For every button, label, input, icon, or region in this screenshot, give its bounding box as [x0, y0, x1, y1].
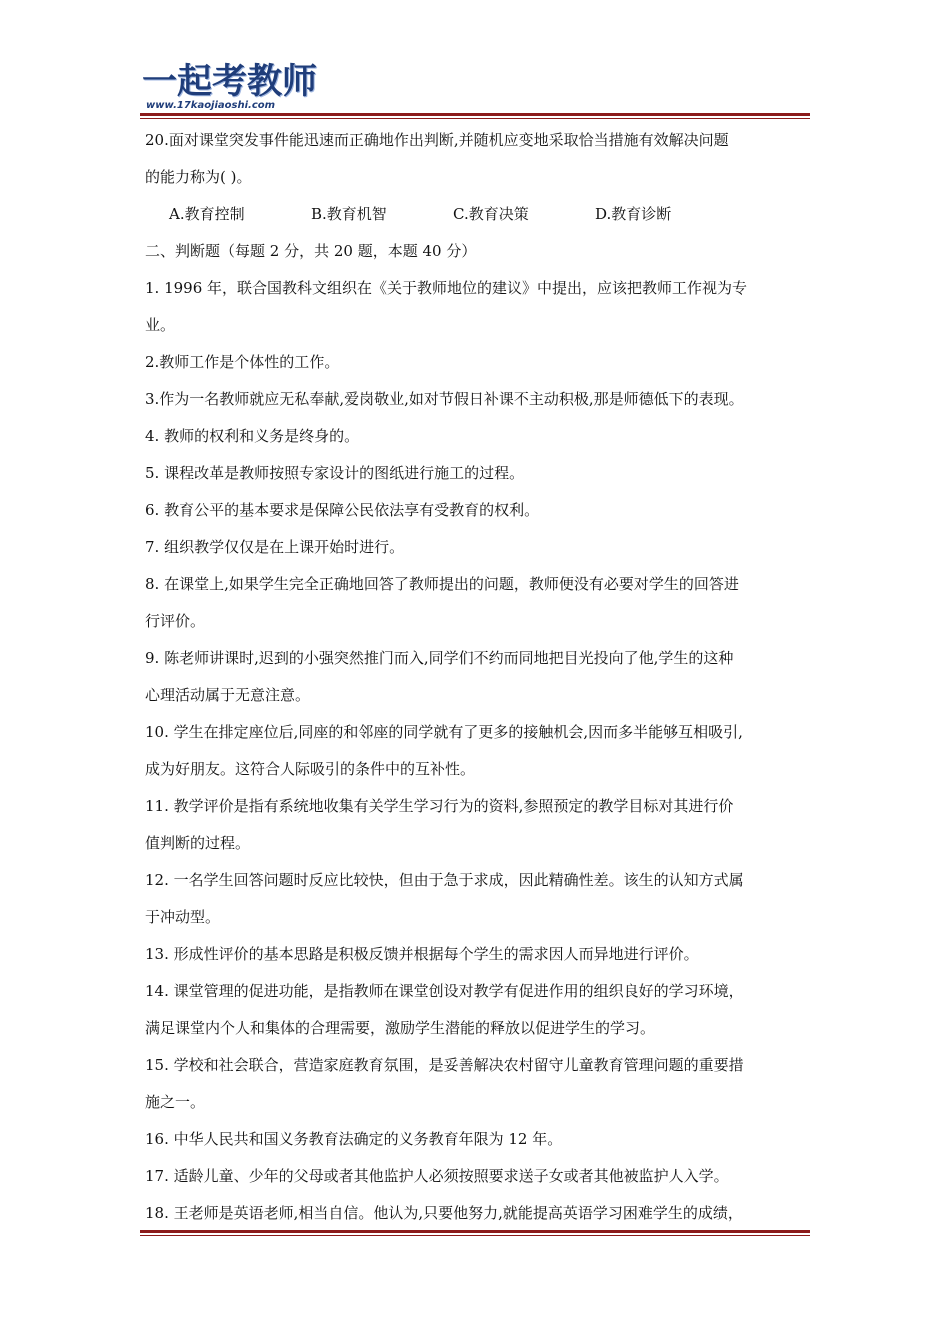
question-line: 17. 适龄儿童、少年的父母或者其他监护人必须按照要求送子女或者其他被监护人入学。 [145, 1167, 729, 1185]
footer-divider [140, 1230, 810, 1233]
question-20-line-1: 20.面对课堂突发事件能迅速而正确地作出判断,并随机应变地采取恰当措施有效解决问题 [145, 131, 729, 149]
question-line: 于冲动型。 [145, 908, 221, 926]
question-line: 行评价。 [145, 612, 206, 630]
question-line: 5. 课程改革是教师按照专家设计的图纸进行施工的过程。 [145, 464, 525, 482]
document-body [145, 122, 813, 1232]
question-line: 心理活动属于无意注意。 [145, 686, 311, 704]
question-line: 值判断的过程。 [145, 834, 251, 852]
question-line: 15. 学校和社会联合，营造家庭教育氛围，是妥善解决农村留守儿童教育管理问题的重要措 [145, 1056, 744, 1074]
question-line: 满足课堂内个人和集体的合理需要，激励学生潜能的释放以促进学生的学习。 [145, 1019, 656, 1037]
question-line: 14. 课堂管理的促进功能，是指教师在课堂创设对教学有促进作用的组织良好的学习环境， [145, 982, 744, 1000]
question-20-line-2: 的能力称为( )。 [145, 168, 252, 186]
question-20-options [145, 196, 813, 233]
question-line: 6. 教育公平的基本要求是保障公民依法享有受教育的权利。 [145, 501, 540, 519]
question-line: 13. 形成性评价的基本思路是积极反馈并根据每个学生的需求因人而异地进行评价。 [145, 945, 699, 963]
question-line: 11. 教学评价是指有系统地收集有关学生学习行为的资料,参照预定的教学目标对其进行价 [145, 797, 734, 815]
question-line: 4. 教师的权利和义务是终身的。 [145, 427, 360, 445]
logo-url: www.17kaojiaoshi.com [146, 100, 276, 111]
question-line: 9. 陈老师讲课时,迟到的小强突然推门而入,同学们不约而同地把目光投向了他,学生的这种 [145, 649, 734, 667]
option-a: A.教育控制 [169, 205, 245, 223]
question-line: 3.作为一名教师就应无私奉献,爱岗敬业,如对节假日补课不主动积极,那是师德低下的表现。 [145, 390, 744, 408]
header-divider-thin [140, 118, 810, 119]
question-line: 业。 [145, 316, 176, 334]
question-line: 1. 1996 年，联合国教科文组织在《关于教师地位的建议》中提出，应该把教师工作视为专 [145, 279, 748, 297]
question-line: 12. 一名学生回答问题时反应比较快，但由于急于求成，因此精确性差。该生的认知方式属 [145, 871, 744, 889]
site-logo[interactable] [142, 62, 318, 112]
footer-divider-thin [140, 1235, 810, 1236]
question-line: 施之一。 [145, 1093, 206, 1111]
question-line: 18. 王老师是英语老师,相当自信。他认为,只要他努力,就能提高英语学习困难学生的成绩， [145, 1204, 743, 1222]
option-d: D.教育诊断 [595, 205, 672, 223]
section-title: 二、判断题（每题 2 分，共 20 题，本题 40 分） [145, 242, 477, 260]
true-false-questions [145, 270, 813, 1232]
question-line: 成为好朋友。这符合人际吸引的条件中的互补性。 [145, 760, 476, 778]
option-b: B.教育机智 [311, 205, 387, 223]
logo-text: 一起考教师 [142, 62, 318, 102]
question-line: 16. 中华人民共和国义务教育法确定的义务教育年限为 12 年。 [145, 1130, 563, 1148]
option-c: C.教育决策 [453, 205, 529, 223]
question-line: 2.教师工作是个体性的工作。 [145, 353, 340, 371]
question-line: 10. 学生在排定座位后,同座的和邻座的同学就有了更多的接触机会,因而多半能够互相吸引, [145, 723, 743, 741]
question-line: 8. 在课堂上,如果学生完全正确地回答了教师提出的问题，教师便没有必要对学生的回答进 [145, 575, 739, 593]
header-divider [140, 113, 810, 116]
question-line: 7. 组织教学仅仅是在上课开始时进行。 [145, 538, 405, 556]
